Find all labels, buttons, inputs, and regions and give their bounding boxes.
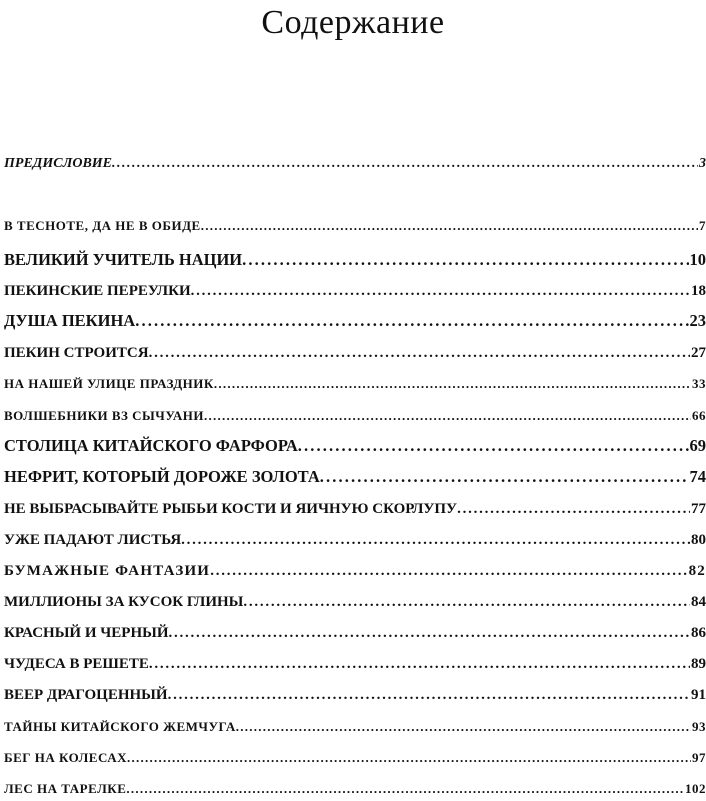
toc-page-number: 18 <box>690 279 706 303</box>
toc-entry-title: ВЕЕР ДРАГОЦЕННЫЙ <box>4 683 168 707</box>
toc-leader-dots <box>242 248 688 272</box>
toc-entry[interactable] <box>4 746 706 770</box>
toc-entry-title: БЕГ НА КОЛЕСАХ <box>4 746 127 770</box>
toc-entry[interactable] <box>4 341 706 365</box>
toc-leader-dots <box>298 434 689 458</box>
toc-entry-title: БУМАЖНЫЕ ФАНТАЗИИ <box>4 559 210 583</box>
toc-entry-title: ЛЕС НА ТАРЕЛКЕ <box>4 777 126 801</box>
toc-page-number: 84 <box>690 590 706 614</box>
toc-entry[interactable] <box>4 777 706 801</box>
toc-entry[interactable] <box>4 279 706 303</box>
toc-entry-title: ВОЛШЕБНИКИ ВЗ СЫЧУАНИ <box>4 404 204 428</box>
toc-entry-title: ПРЕДИСЛОВИЕ <box>4 152 112 176</box>
toc-page-number: 66 <box>691 404 706 428</box>
toc-entry[interactable] <box>4 715 706 739</box>
toc-leader-dots <box>149 341 690 365</box>
toc-leader-dots <box>214 372 691 396</box>
toc-leader-dots <box>168 683 690 707</box>
toc-leader-dots <box>457 497 690 521</box>
toc-leader-dots <box>236 715 691 739</box>
toc-entry[interactable] <box>4 621 706 645</box>
toc-entry[interactable] <box>4 309 706 333</box>
toc-entry-title: ДУША ПЕКИНА <box>4 309 135 333</box>
toc-page-number: 33 <box>691 372 706 396</box>
toc-page-number: 91 <box>690 683 706 707</box>
toc-page-number: 93 <box>691 715 706 739</box>
toc-leader-dots <box>169 621 690 645</box>
toc-entry-title: НЕ ВЫБРАСЫВАЙТЕ РЫБЬИ КОСТИ И ЯИЧНУЮ СКОРЛУПУ <box>4 497 457 521</box>
toc-leader-dots <box>204 404 691 428</box>
toc-entry-title: В ТЕСНОТЕ, ДА НЕ В ОБИДЕ <box>4 214 201 238</box>
toc-entry[interactable] <box>4 372 706 396</box>
toc-entry[interactable] <box>4 434 706 458</box>
toc-page-number: 23 <box>689 309 706 333</box>
toc-entry[interactable] <box>4 683 706 707</box>
toc-leader-dots <box>201 214 698 238</box>
toc-entry[interactable] <box>4 497 706 521</box>
toc-entry-title: ТАЙНЫ КИТАЙСКОГО ЖЕМЧУГА <box>4 715 236 739</box>
toc-leader-dots <box>243 590 690 614</box>
toc-page-number: 97 <box>691 746 706 770</box>
toc-entry[interactable] <box>4 559 706 583</box>
toc-entry-title: ПЕКИН СТРОИТСЯ <box>4 341 149 365</box>
toc-leader-dots <box>320 465 689 489</box>
toc-leader-dots <box>181 528 690 552</box>
toc-entry[interactable] <box>4 214 706 238</box>
toc-entry-title: ЧУДЕСА В РЕШЕТЕ <box>4 652 149 676</box>
toc-entry-title: МИЛЛИОНЫ ЗА КУСОК ГЛИНЫ <box>4 590 243 614</box>
page-title: Содержание <box>0 4 706 42</box>
toc-page-number: 3 <box>698 152 706 176</box>
toc-page-number: 102 <box>684 777 706 801</box>
toc-entry-title: КРАСНЫЙ И ЧЕРНЫЙ <box>4 621 169 645</box>
toc-leader-dots <box>135 309 688 333</box>
toc-leader-dots <box>210 559 687 583</box>
toc-entry[interactable] <box>4 590 706 614</box>
toc-entry[interactable] <box>4 652 706 676</box>
toc-entry-title: НА НАШЕЙ УЛИЦЕ ПРАЗДНИК <box>4 372 214 396</box>
toc-entry-title: НЕФРИТ, КОТОРЫЙ ДОРОЖЕ ЗОЛОТА <box>4 465 320 489</box>
toc-page-number: 86 <box>690 621 706 645</box>
toc-entry[interactable] <box>4 404 706 428</box>
toc-entry[interactable] <box>4 248 706 272</box>
toc-entry-title: УЖЕ ПАДАЮТ ЛИСТЬЯ <box>4 528 181 552</box>
toc-entry-title: ПЕКИНСКИЕ ПЕРЕУЛКИ <box>4 279 191 303</box>
toc-entry[interactable] <box>4 465 706 489</box>
toc-page-number: 80 <box>690 528 706 552</box>
toc-entry[interactable] <box>4 152 706 176</box>
toc-leader-dots <box>149 652 690 676</box>
toc-entry-title: ВЕЛИКИЙ УЧИТЕЛЬ НАЦИИ <box>4 248 242 272</box>
toc-leader-dots <box>126 777 684 801</box>
toc-entry[interactable] <box>4 528 706 552</box>
toc-leader-dots <box>127 746 691 770</box>
toc-page-number: 7 <box>698 214 706 238</box>
toc-page-number: 74 <box>689 465 706 489</box>
toc-page-number: 27 <box>690 341 706 365</box>
toc-entry-title: СТОЛИЦА КИТАЙСКОГО ФАРФОРА <box>4 434 298 458</box>
toc-page-number: 69 <box>689 434 706 458</box>
toc-leader-dots <box>112 152 698 176</box>
toc-page-number: 77 <box>690 497 706 521</box>
toc-leader-dots <box>191 279 690 303</box>
toc-page-number: 82 <box>688 559 706 583</box>
toc-page-number: 89 <box>690 652 706 676</box>
toc-page-number: 10 <box>689 248 706 272</box>
